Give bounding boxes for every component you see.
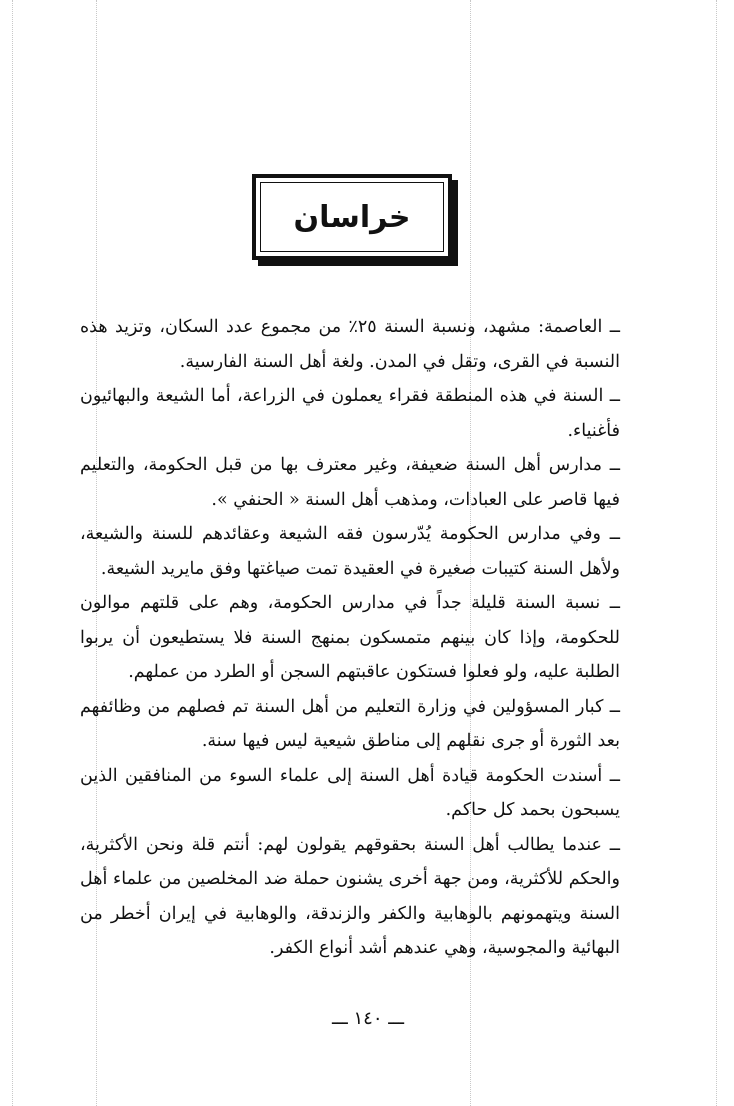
chapter-title: خراسان xyxy=(293,199,411,235)
body-text xyxy=(80,310,620,966)
paragraph: ــ نسبة السنة قليلة جداً في مدارس الحكومة، وهم على قلتهم موالون للحكومة، وإذا كان بينهم متمسكون بمنهج السنة فلا يستطيعون أن يربوا الطلبة عليه، ولو فعلوا فستكون عاقبتهم السجن أو الطرد من عملهم. xyxy=(80,593,620,682)
scan-artifact-line xyxy=(12,0,13,1106)
page-number: ـــ ١٤٠ ـــ xyxy=(331,1008,405,1029)
paragraph: ــ مدارس أهل السنة ضعيفة، وغير معترف بها من قبل الحكومة، والتعليم فيها قاصر على العبادات، ومذهب أهل السنة « الحنفي ». xyxy=(80,455,620,510)
paragraph: ــ كبار المسؤولين في وزارة التعليم من أهل السنة تم فصلهم من وظائفهم بعد الثورة أو جرى نقلهم إلى مناطق شيعية ليس فيها سنة. xyxy=(80,696,620,751)
paragraph: ــ عندما يطالب أهل السنة بحقوقهم يقولون لهم: أنتم قلة ونحن الأكثرية، والحكم للأكثرية، ومن جهة أخرى يشنون حملة ضد المخلصين من علماء أهل السنة ويتهمونهم بالوهابية والكفر والزندقة، والوهابية في إيران أخطر من البهائية والمجوسية، وهي عندهم أشد أنواع الكفر. xyxy=(80,834,620,958)
scan-artifact-line xyxy=(716,0,717,1106)
paragraph: ــ العاصمة: مشهد، ونسبة السنة ٢٥٪ من مجموع عدد السكان، وتزيد هذه النسبة في القرى، وتقل في المدن. ولغة أهل السنة الفارسية. xyxy=(80,317,620,372)
paragraph: ــ السنة في هذه المنطقة فقراء يعملون في الزراعة، أما الشيعة والبهائيون فأغنياء. xyxy=(80,386,620,441)
chapter-title-box xyxy=(252,174,452,260)
paragraph: ــ وفي مدارس الحكومة يُدّرسون فقه الشيعة وعقائدهم للسنة والشيعة، ولأهل السنة كتيبات صغيرة في العقيدة تمت صياغتها وفق مايريد الشيعة. xyxy=(80,524,620,579)
paragraph: ــ أسندت الحكومة قيادة أهل السنة إلى علماء السوء من المنافقين الذين يسبحون بحمد كل حاكم. xyxy=(80,765,620,820)
